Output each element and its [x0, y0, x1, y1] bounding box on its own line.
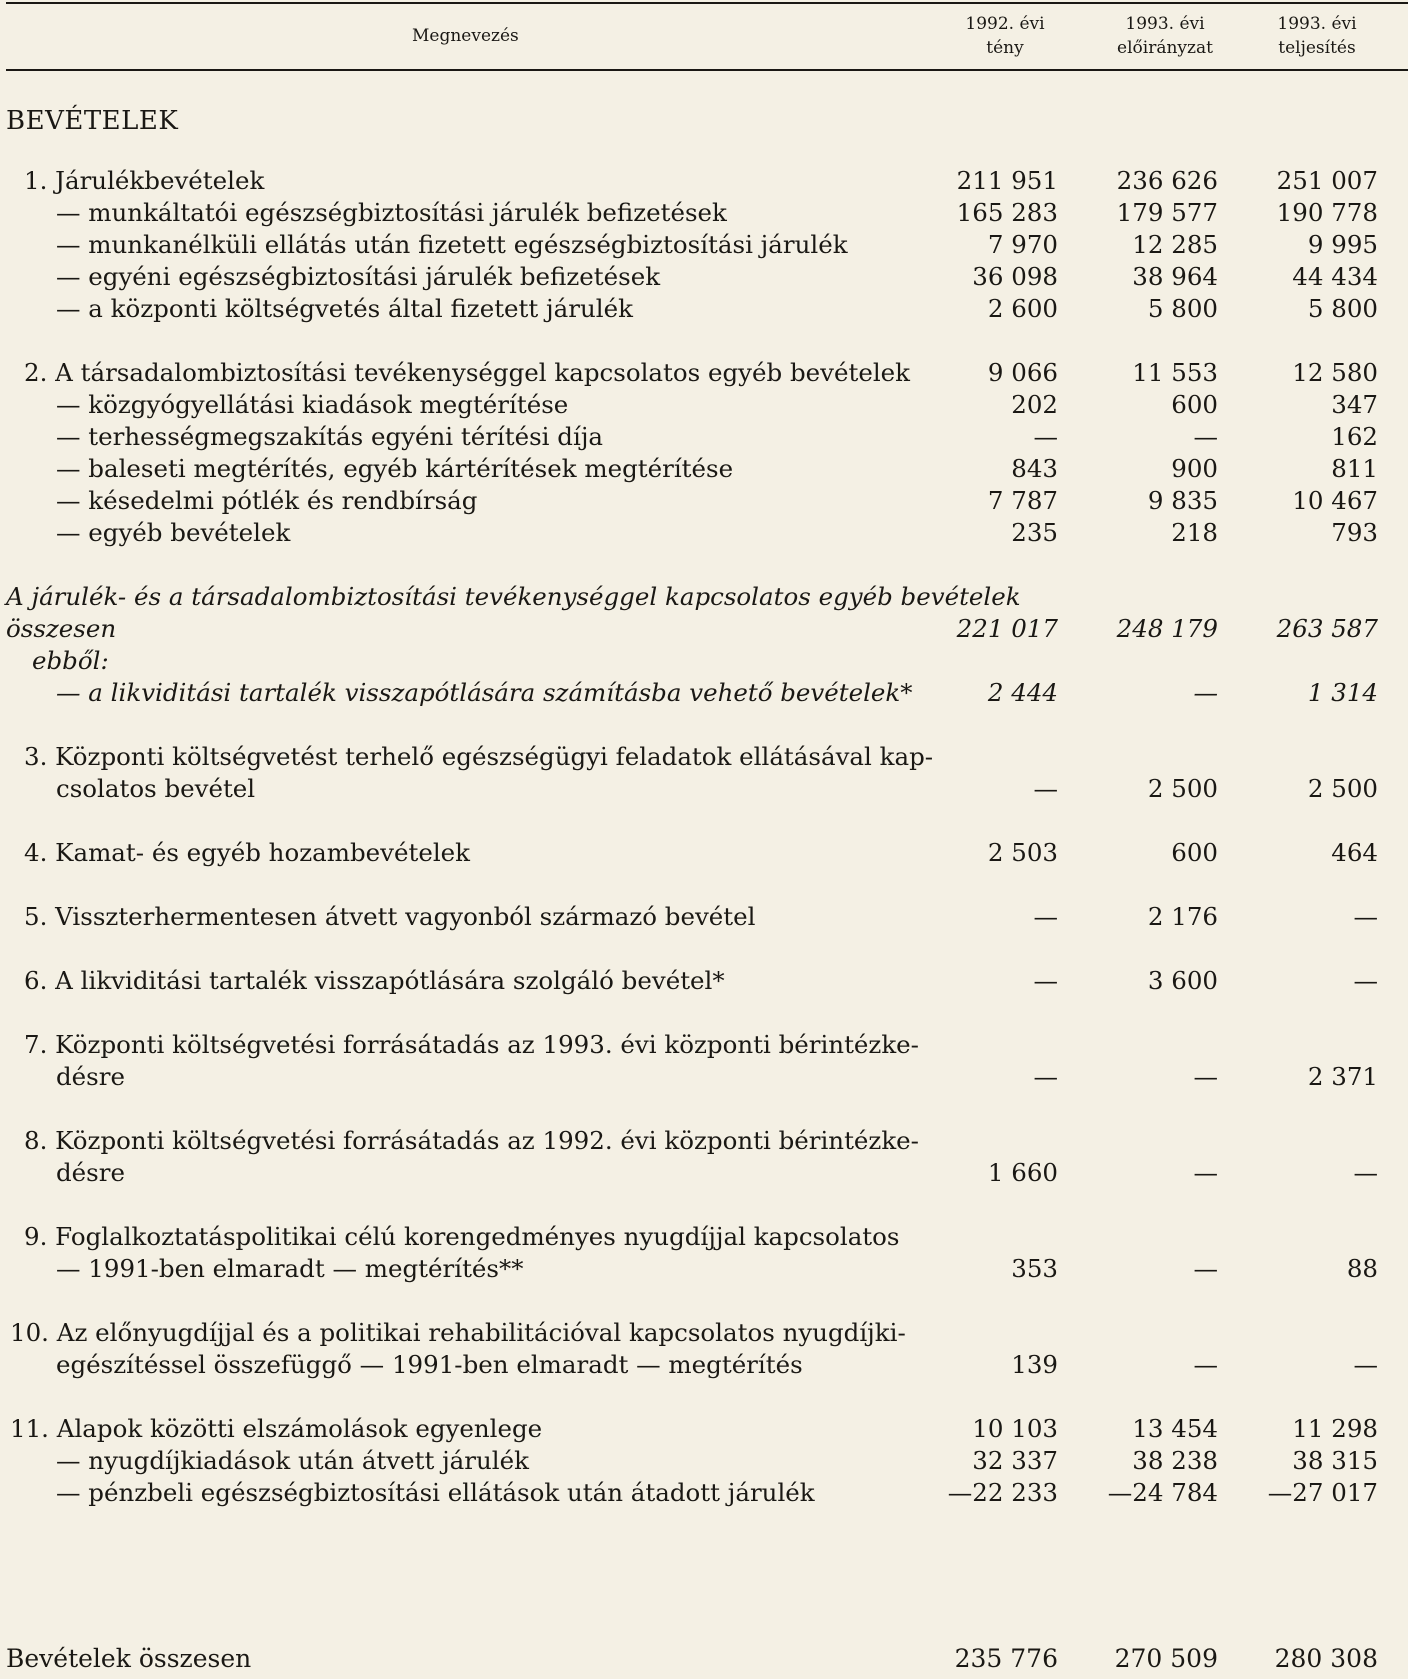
row-value-1993-actual: 464 — [1331, 838, 1378, 867]
header-col1-line1: 1992. évi — [965, 14, 1045, 34]
row-label: 2. A társadalombiztosítási tevékenységgel kapcsolatos egyéb bevételek — [24, 358, 911, 387]
row-value-1993-actual: 2 371 — [1307, 1062, 1378, 1091]
row-value-1993-actual: —27 017 — [1267, 1478, 1378, 1507]
row-value-1992: 139 — [1011, 1350, 1058, 1379]
row-value-1993-actual: 347 — [1331, 390, 1378, 419]
table-row — [0, 1028, 1408, 1062]
row-value-1993-plan: — — [1193, 1254, 1218, 1283]
table-row — [0, 740, 1408, 774]
table-row — [0, 228, 1408, 262]
row-value-1993-plan: 600 — [1171, 390, 1218, 419]
row-value-1993-plan: 3 600 — [1147, 966, 1218, 995]
table-row — [0, 836, 1408, 870]
row-value-1993-plan: 11 553 — [1132, 358, 1218, 387]
row-value-1992: — — [1033, 966, 1058, 995]
row-label: 9. Foglalkoztatáspolitikai célú korengedményes nyugdíjjal kapcsolatos — [24, 1222, 900, 1251]
row-value-1993-plan: 12 285 — [1132, 230, 1218, 259]
total-value-1993-plan: 270 509 — [1114, 1644, 1218, 1673]
total-value-1992: 235 776 — [954, 1644, 1058, 1673]
row-value-1992: 843 — [1011, 454, 1058, 483]
table-row — [0, 1348, 1408, 1382]
row-value-1992: 235 — [1011, 518, 1058, 547]
row-value-1993-plan: — — [1193, 1158, 1218, 1187]
row-label: 5. Visszterhermentesen átvett vagyonból származó bevétel — [24, 902, 756, 931]
row-value-1993-actual: — — [1353, 1158, 1378, 1187]
row-label: 8. Központi költségvetési forrásátadás az 1992. évi központi bérintézke- — [24, 1126, 919, 1155]
table-row — [0, 388, 1408, 422]
table-row — [0, 612, 1408, 646]
row-value-1992: 2 503 — [987, 838, 1058, 867]
row-value-1993-actual: 12 580 — [1292, 358, 1378, 387]
table-row — [0, 964, 1408, 998]
row-label: — késedelmi pótlék és rendbírság — [56, 486, 478, 515]
row-value-1992: 10 103 — [972, 1414, 1058, 1443]
row-label: A járulék- és a társadalombiztosítási tevékenységgel kapcsolatos egyéb bevételek — [6, 582, 1021, 611]
row-label: — a központi költségvetés által fizetett járulék — [56, 294, 633, 323]
row-value-1992: 9 066 — [987, 358, 1058, 387]
table-row — [0, 1124, 1408, 1158]
row-label: désre — [56, 1062, 125, 1091]
row-value-1993-plan: — — [1193, 1350, 1218, 1379]
row-value-1993-plan: 218 — [1171, 518, 1218, 547]
row-value-1993-plan: 13 454 — [1132, 1414, 1218, 1443]
header-name-column: Megnevezés — [412, 26, 519, 46]
row-value-1993-actual: — — [1353, 1350, 1378, 1379]
row-value-1992: 211 951 — [956, 166, 1058, 195]
total-row — [0, 1641, 1408, 1677]
row-value-1992: 221 017 — [956, 614, 1058, 643]
table-row — [0, 420, 1408, 454]
header-col3-line2: teljesítés — [1278, 38, 1356, 58]
section-title: BEVÉTELEK — [6, 106, 179, 136]
row-label: 3. Központi költségvetést terhelő egészségügyi feladatok ellátásával kap- — [24, 742, 934, 771]
row-label: 4. Kamat- és egyéb hozambevételek — [24, 838, 471, 867]
row-value-1993-plan: 2 500 — [1147, 774, 1218, 803]
header-col2-line1: 1993. évi — [1125, 14, 1205, 34]
row-label: désre — [56, 1158, 125, 1187]
row-label: — a likviditási tartalék visszapótlására számításba vehető bevételek* — [56, 678, 913, 707]
row-label: egészítéssel összefüggő — 1991-ben elmaradt — megtérítés — [56, 1350, 803, 1379]
row-value-1993-plan: — — [1193, 422, 1218, 451]
row-value-1993-actual: 263 587 — [1276, 614, 1378, 643]
table-row — [0, 1316, 1408, 1350]
row-value-1992: 7 970 — [987, 230, 1058, 259]
row-value-1993-actual: 5 800 — [1307, 294, 1378, 323]
table-row — [0, 452, 1408, 486]
row-label: 7. Központi költségvetési forrásátadás az 1993. évi központi bérintézke- — [24, 1030, 919, 1059]
row-label: ebből: — [32, 646, 109, 675]
header-col2-line2: előirányzat — [1117, 38, 1213, 58]
row-value-1993-actual: 11 298 — [1292, 1414, 1378, 1443]
row-label: — munkáltatói egészségbiztosítási járulék befizetések — [56, 198, 727, 227]
row-value-1993-plan: 900 — [1171, 454, 1218, 483]
row-value-1992: 2 600 — [987, 294, 1058, 323]
table-row — [0, 1476, 1408, 1510]
table-row — [0, 676, 1408, 710]
row-label: — nyugdíjkiadások után átvett járulék — [56, 1446, 529, 1475]
table-row — [0, 580, 1408, 614]
table-row — [0, 1412, 1408, 1446]
header-col-1992-teny — [920, 12, 1090, 60]
table-row — [0, 1444, 1408, 1478]
row-label: — egyéni egészségbiztosítási járulék befizetések — [56, 262, 661, 291]
row-value-1993-plan: 38 238 — [1132, 1446, 1218, 1475]
row-label: — baleseti megtérítés, egyéb kártérítések megtérítése — [56, 454, 734, 483]
header-col-1993-teljesites — [1232, 12, 1402, 60]
row-value-1993-actual: 10 467 — [1292, 486, 1378, 515]
table-row — [0, 1220, 1408, 1254]
header-col-1993-eloiranyzat — [1080, 12, 1250, 60]
table-row — [0, 900, 1408, 934]
row-value-1993-actual: 162 — [1331, 422, 1378, 451]
row-value-1993-plan: 248 179 — [1116, 614, 1218, 643]
table-row — [0, 356, 1408, 390]
table-row — [0, 164, 1408, 198]
row-label: — közgyógyellátási kiadások megtérítése — [56, 390, 569, 419]
row-label: — munkanélküli ellátás után fizetett egészségbiztosítási járulék — [56, 230, 848, 259]
row-value-1993-plan: 600 — [1171, 838, 1218, 867]
row-value-1992: 165 283 — [956, 198, 1058, 227]
total-label: Bevételek összesen — [6, 1644, 252, 1673]
row-label: 11. Alapok közötti elszámolások egyenlege — [10, 1414, 543, 1443]
row-value-1992: 36 098 — [972, 262, 1058, 291]
row-value-1993-actual: — — [1353, 902, 1378, 931]
row-value-1993-actual: 38 315 — [1292, 1446, 1378, 1475]
total-value-1993-actual: 280 308 — [1274, 1644, 1378, 1673]
row-value-1993-actual: 88 — [1346, 1254, 1378, 1283]
row-value-1992: — — [1033, 422, 1058, 451]
row-value-1993-actual: 2 500 — [1307, 774, 1378, 803]
header-col1-line2: tény — [986, 38, 1024, 58]
row-label: 6. A likviditási tartalék visszapótlására szolgáló bevétel* — [24, 966, 725, 995]
row-value-1993-plan: 2 176 — [1147, 902, 1218, 931]
row-label: — terhességmegszakítás egyéni térítési díja — [56, 422, 604, 451]
row-value-1992: 32 337 — [972, 1446, 1058, 1475]
row-label: csolatos bevétel — [56, 774, 256, 803]
row-value-1992: 202 — [1011, 390, 1058, 419]
row-value-1993-actual: 9 995 — [1307, 230, 1378, 259]
row-value-1993-actual: 190 778 — [1276, 198, 1378, 227]
row-value-1993-actual: 1 314 — [1307, 678, 1378, 707]
top-rule — [6, 2, 1408, 4]
table-row — [0, 516, 1408, 550]
row-label: — egyéb bevételek — [56, 518, 291, 547]
row-value-1993-plan: —24 784 — [1107, 1478, 1218, 1507]
row-value-1992: 1 660 — [987, 1158, 1058, 1187]
row-value-1993-actual: 251 007 — [1276, 166, 1378, 195]
row-label: 1. Járulékbevételek — [24, 166, 265, 195]
row-value-1992: — — [1033, 774, 1058, 803]
row-value-1993-actual: — — [1353, 966, 1378, 995]
row-value-1993-plan: 179 577 — [1116, 198, 1218, 227]
row-label: összesen — [6, 614, 117, 643]
row-value-1993-plan: — — [1193, 1062, 1218, 1091]
row-value-1992: —22 233 — [947, 1478, 1058, 1507]
row-value-1993-plan: 5 800 — [1147, 294, 1218, 323]
table-row — [0, 260, 1408, 294]
row-value-1992: — — [1033, 1062, 1058, 1091]
table-row — [0, 196, 1408, 230]
table-row — [0, 644, 1408, 678]
header-rule — [6, 69, 1408, 71]
header-col3-line1: 1993. évi — [1277, 14, 1357, 34]
row-value-1992: — — [1033, 902, 1058, 931]
row-value-1993-plan: — — [1193, 678, 1218, 707]
row-label: — 1991-ben elmaradt — megtérítés** — [56, 1254, 524, 1283]
table-row — [0, 1252, 1408, 1286]
row-label: — pénzbeli egészségbiztosítási ellátások után átadott járulék — [56, 1478, 815, 1507]
table-row — [0, 292, 1408, 326]
row-value-1993-actual: 793 — [1331, 518, 1378, 547]
row-value-1993-plan: 236 626 — [1116, 166, 1218, 195]
row-value-1993-actual: 811 — [1331, 454, 1378, 483]
row-label: 10. Az előnyugdíjjal és a politikai rehabilitációval kapcsolatos nyugdíjki- — [10, 1318, 906, 1347]
row-value-1992: 2 444 — [987, 678, 1058, 707]
row-value-1992: 7 787 — [987, 486, 1058, 515]
row-value-1993-actual: 44 434 — [1292, 262, 1378, 291]
table-row — [0, 1060, 1408, 1094]
table-row — [0, 772, 1408, 806]
table-row — [0, 484, 1408, 518]
row-value-1993-plan: 9 835 — [1147, 486, 1218, 515]
row-value-1993-plan: 38 964 — [1132, 262, 1218, 291]
table-row — [0, 1156, 1408, 1190]
row-value-1992: 353 — [1011, 1254, 1058, 1283]
